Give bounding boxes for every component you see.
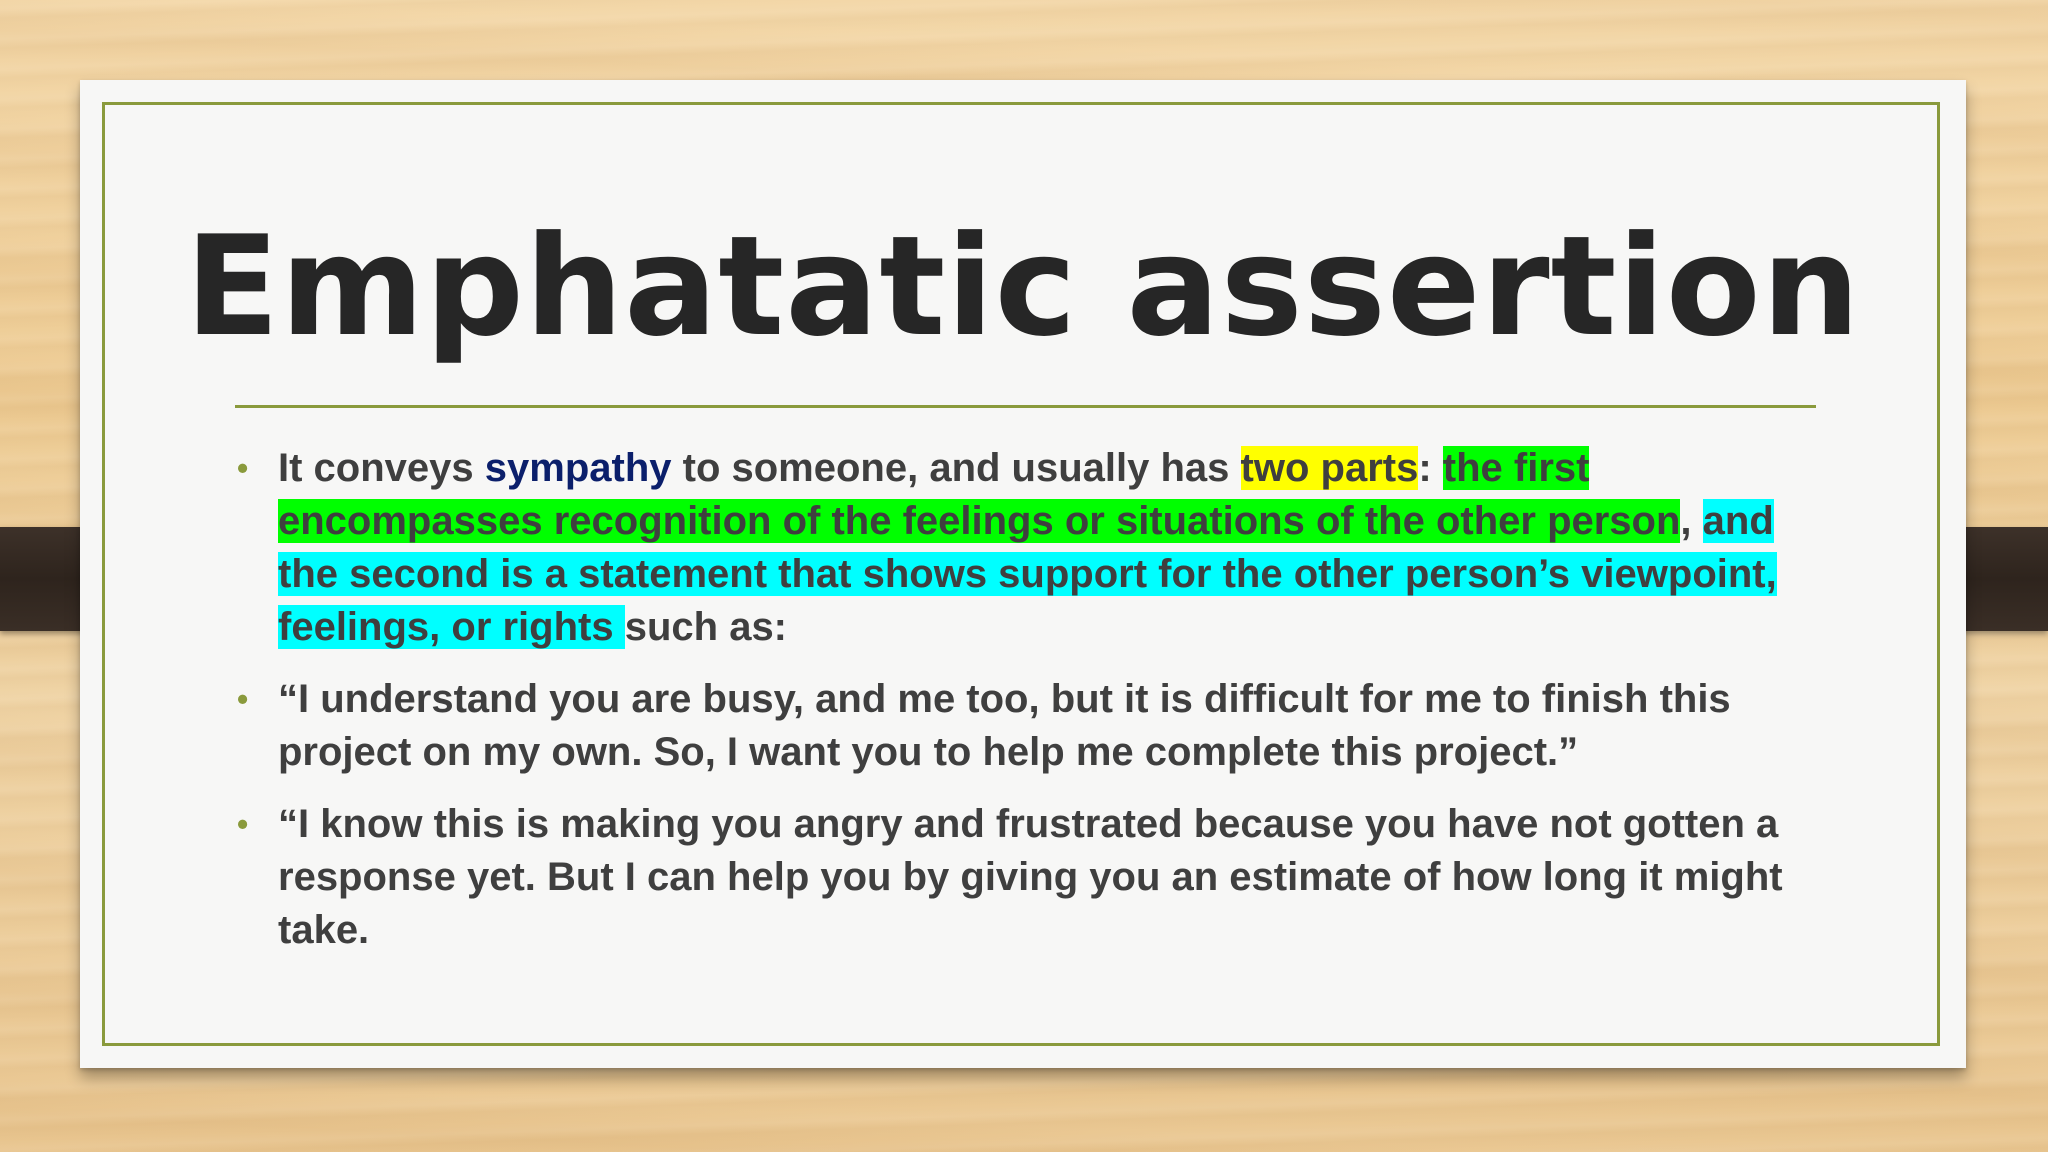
bullet1-comma: , xyxy=(1680,499,1703,543)
bullet1-text-mid: to someone, and usually has xyxy=(671,446,1241,490)
bullet2-text: “I understand you are busy, and me too, but it is difficult for me to finish this project on my own. So, I want you to help me complete this project.” xyxy=(278,677,1731,774)
slide-title: Emphatatic assertion xyxy=(185,206,1861,367)
bullet3-text: “I know this is making you angry and frustrated because you have not gotten a response yet. But I can help you by giving you an estimate of how long it might take. xyxy=(278,802,1783,952)
bullet1-text-start: It conveys xyxy=(278,446,485,490)
bullet1-colon: : xyxy=(1418,446,1443,490)
two-parts-highlight: two parts xyxy=(1240,446,1419,490)
sympathy-emphasis: sympathy xyxy=(484,446,672,490)
bullet-item-2 xyxy=(235,673,1835,779)
bullet-item-1 xyxy=(235,442,1835,654)
bullet-list xyxy=(235,442,1835,976)
bullet-dot-icon: • xyxy=(237,681,249,717)
title-divider xyxy=(235,405,1816,408)
first-part-highlight: the first encompasses recognition of the feelings or situations of the other person xyxy=(278,446,1681,543)
bullet-dot-icon: • xyxy=(237,450,249,486)
bullet-item-3 xyxy=(235,798,1835,957)
slide-card xyxy=(80,80,1966,1068)
bullet-dot-icon: • xyxy=(237,806,249,842)
second-part-highlight: and the second is a statement that shows support for the other person’s viewpoint, feelings, or rights xyxy=(278,499,1777,649)
bullet1-text-end: such as: xyxy=(624,605,788,649)
